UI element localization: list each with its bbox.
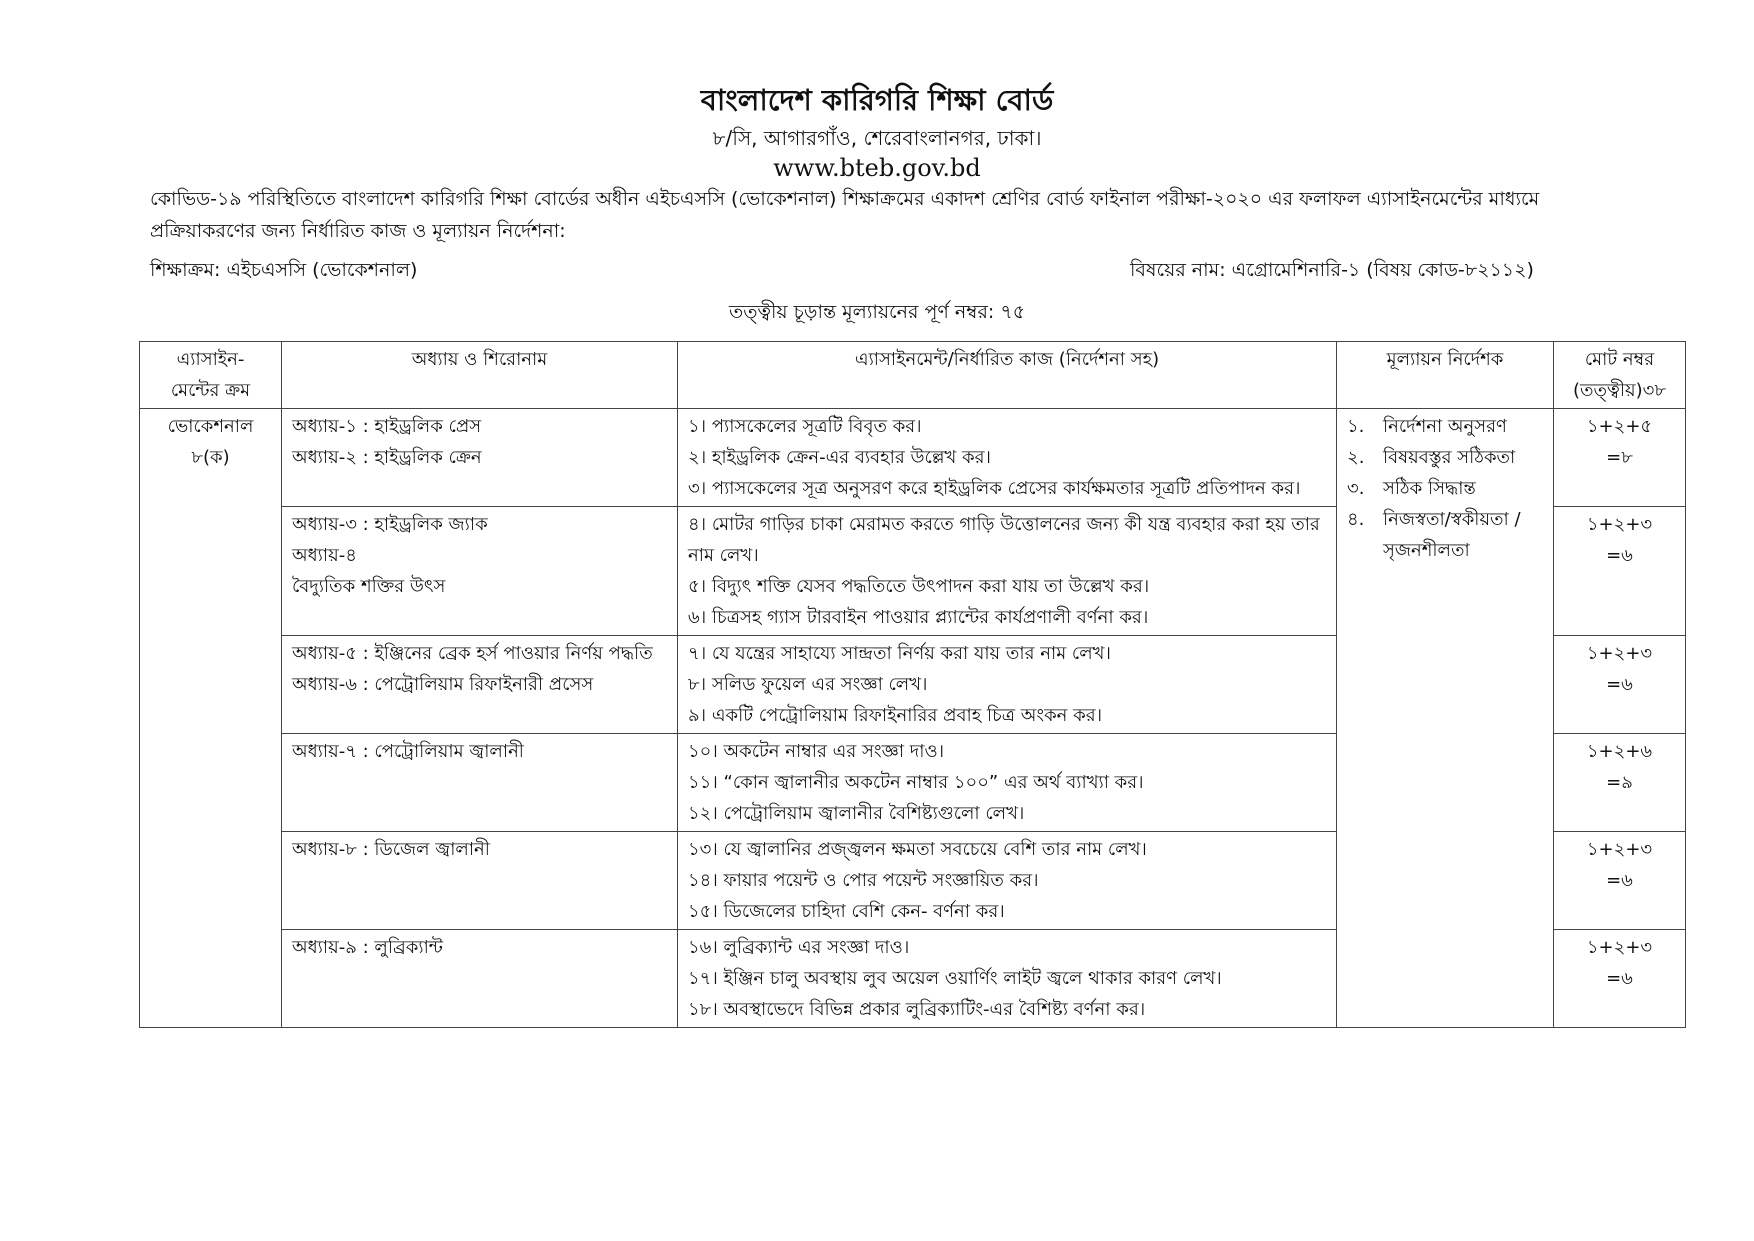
chapter-cell (282, 409, 678, 507)
task-item: ১৬। লুব্রিক্যান্ট এর সংজ্ঞা দাও। (688, 937, 910, 958)
seq-cell: ভোকেশনাল ৮(ক) (140, 409, 282, 1028)
chapter-cell (282, 636, 678, 734)
task-item: ১৮। অবস্থাভেদে বিভিন্ন প্রকার লুব্রিক্যাটিং-এর বৈশিষ্ট্য বর্ণনা কর। (688, 999, 1146, 1020)
task-item: ১৫। ডিজেলের চাহিদা বেশি কেন- বর্ণনা কর। (688, 901, 1005, 922)
header-seq: এ্যাসাইন- মেন্টের ক্রম (140, 342, 282, 409)
chapter-title: অধ্যায়-৯ : লুব্রিক্যান্ট (292, 937, 443, 958)
curriculum-label: শিক্ষাক্রম: এইচএসসি (ভোকেশনাল) (150, 259, 418, 281)
eval-item: ২. বিষয়বস্তুর সঠিকতা (1347, 447, 1516, 468)
chapter-title: অধ্যায়-১ : হাইড্রলিক প্রেস (292, 416, 482, 437)
subject-label: বিষয়ের নাম: এগ্রোমেশিনারি-১ (বিষয় কোড-৮২১১২) (1130, 259, 1534, 281)
task-item: ৯। একটি পেট্রোলিয়াম রিফাইনারির প্রবাহ চিত্র অংকন কর। (688, 705, 1103, 726)
task-cell (678, 930, 1337, 1028)
marks-cell: ১+২+৩ =৬ (1554, 507, 1686, 636)
header-task: এ্যাসাইনমেন্ট/নির্ধারিত কাজ (নির্দেশনা সহ) (678, 342, 1337, 409)
header-marks: মোট নম্বর (তত্ত্বীয়)৩৮ (1554, 342, 1686, 409)
board-address: ৮/সি, আগারগাঁও, শেরেবাংলানগর, ঢাকা। (712, 126, 1042, 150)
eval-item: ৩. সঠিক সিদ্ধান্ত (1347, 478, 1476, 499)
header-chapter: অধ্যায় ও শিরোনাম (282, 342, 678, 409)
board-title: বাংলাদেশ কারিগরি শিক্ষা বোর্ড (700, 83, 1054, 117)
chapter-cell (282, 507, 678, 636)
chapter-title: অধ্যায়-৭ : পেট্রোলিয়াম জ্বালানী (292, 741, 524, 762)
task-item: ১৩। যে জ্বালানির প্রজ্জ্বলন ক্ষমতা সবচেয়ে বেশি তার নাম লেখ। (688, 839, 1147, 860)
assignment-table (139, 341, 1686, 1028)
chapter-cell (282, 734, 678, 832)
marks-cell: ১+২+৩ =৬ (1554, 636, 1686, 734)
chapter-title: অধ্যায়-৫ : ইঞ্জিনের ব্রেক হর্স পাওয়ার নির্ণয় পদ্ধতি (292, 643, 653, 664)
task-item: ১৪। ফায়ার পয়েন্ট ও পোর পয়েন্ট সংজ্ঞায়িত কর। (688, 870, 1039, 891)
chapter-cell (282, 930, 678, 1028)
task-item: ২। হাইড্রলিক ক্রেন-এর ব্যবহার উল্লেখ কর। (688, 447, 991, 468)
task-cell (678, 507, 1337, 636)
marks-cell: ১+২+৩ =৬ (1554, 930, 1686, 1028)
eval-item: ১. নির্দেশনা অনুসরণ (1347, 416, 1507, 437)
task-item: ১১। “কোন জ্বালানীর অকটেন নাম্বার ১০০” এর অর্থ ব্যাখ্যা কর। (688, 772, 1144, 793)
task-item: ১। প্যাসকেলের সূত্রটি বিবৃত কর। (688, 416, 922, 437)
eval-cell (1337, 409, 1554, 1028)
chapter-title: অধ্যায়-৪ (292, 545, 357, 566)
chapter-title: অধ্যায়-৩ : হাইড্রলিক জ্যাক (292, 514, 488, 535)
task-item: ১৭। ইঞ্জিন চালু অবস্থায় লুব অয়েল ওয়ার্ণিং লাইট জ্বলে থাকার কারণ লেখ। (688, 968, 1222, 989)
marks-cell: ১+২+৫ =৮ (1554, 409, 1686, 507)
total-marks-label: তত্ত্বীয় চূড়ান্ত মূল্যায়নের পূর্ণ নম্বর: ৭৫ (728, 301, 1026, 323)
task-item: ৩। প্যাসকেলের সূত্র অনুসরণ করে হাইড্রলিক প্রেসের কার্যক্ষমতার সূত্রটি প্রতিপাদন কর। (688, 478, 1301, 499)
chapter-title: অধ্যায়-৮ : ডিজেল জ্বালানী (292, 839, 490, 860)
chapter-title: অধ্যায়-২ : হাইড্রলিক ক্রেন (292, 447, 482, 468)
marks-cell: ১+২+৩ =৬ (1554, 832, 1686, 930)
marks-cell: ১+২+৬ =৯ (1554, 734, 1686, 832)
chapter-title: বৈদ্যুতিক শক্তির উৎস (292, 576, 446, 597)
task-cell (678, 832, 1337, 930)
task-item: ৫। বিদ্যুৎ শক্তি যেসব পদ্ধতিতে উৎপাদন করা যায় তা উল্লেখ কর। (688, 576, 1150, 597)
task-cell (678, 636, 1337, 734)
board-website: www.bteb.gov.bd (773, 154, 981, 182)
chapter-cell (282, 832, 678, 930)
task-item: ৮। সলিড ফুয়েল এর সংজ্ঞা লেখ। (688, 674, 928, 695)
task-item: ৬। চিত্রসহ গ্যাস টারবাইন পাওয়ার প্ল্যান্টের কার্যপ্রণালী বর্ণনা কর। (688, 607, 1149, 628)
task-cell (678, 409, 1337, 507)
table-header-row (140, 342, 1686, 409)
chapter-title: অধ্যায়-৬ : পেট্রোলিয়াম রিফাইনারী প্রসেস (292, 674, 594, 695)
table-row (140, 409, 1686, 507)
eval-item: ৪. নিজস্বতা/স্বকীয়তা / সৃজনশীলতা (1347, 509, 1521, 561)
task-item: ১০। অকটেন নাম্বার এর সংজ্ঞা দাও। (688, 741, 945, 762)
task-item: ১২। পেট্রোলিয়াম জ্বালানীর বৈশিষ্ট্যগুলো লেখ। (688, 803, 1025, 824)
task-item: ৪। মোটর গাড়ির চাকা মেরামত করতে গাড়ি উত্তোলনের জন্য কী যন্ত্র ব্যবহার করা হয় তার নাম লেখ। (688, 514, 1320, 566)
task-cell (678, 734, 1337, 832)
task-item: ৭। যে যন্ত্রের সাহায্যে সান্দ্রতা নির্ণয় করা যায় তার নাম লেখ। (688, 643, 1111, 664)
header-eval: মূল্যায়ন নির্দেশক (1337, 342, 1554, 409)
intro-paragraph: কোভিড-১৯ পরিস্থিতিতে বাংলাদেশ কারিগরি শিক্ষা বোর্ডের অধীন এইচএসসি (ভোকেশনাল) শিক্ষাক্রমের একাদশ শ্রেণির বোর্ড ফাইনাল পরীক্ষা-২০২০ এর ফলাফল এ্যাসাইনমেন্টের মাধ্যমে প্রক্রিয়াকরণের জন্য নির্ধারিত কাজ ও মূল্যায়ন নির্দেশনা: (150, 188, 1540, 242)
